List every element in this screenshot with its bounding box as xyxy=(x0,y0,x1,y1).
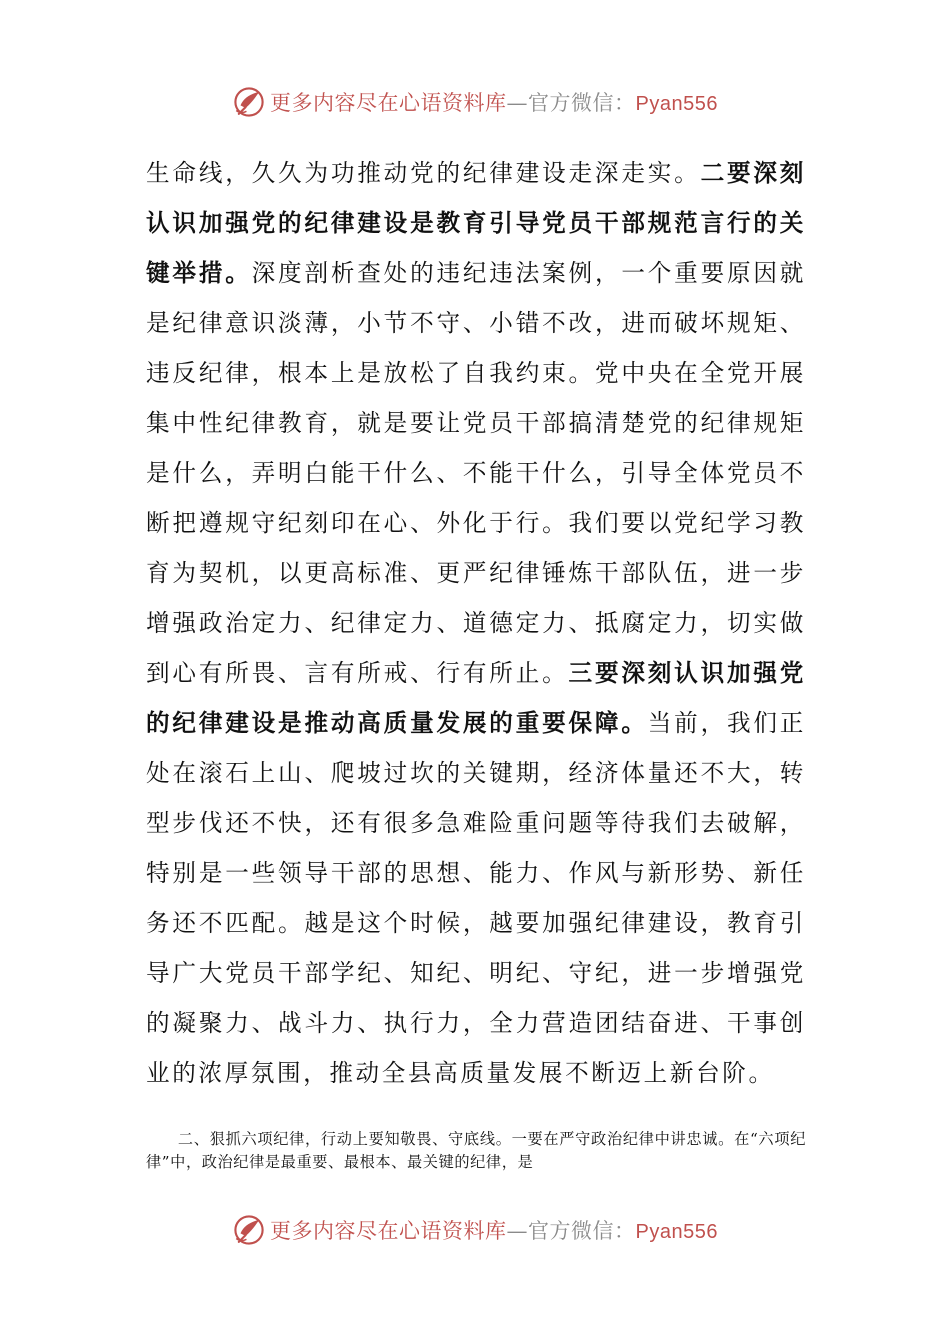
bold-heading-second-point: 二要深刻认识加强党的纪律建设是教育引导党员干部规范言行的关键举措。 xyxy=(146,159,806,287)
paragraph-text: 当前，我们正处在滚石上山、爬坡过坎的关键期，经济体量还不大，转型步伐还不快，还有很多急难险重问题等待我们去破解，特别是一些领导干部的思想、能力、作风与新形势、新任务还不匹配。越是这个时候，越要加强纪律建设，教育引导广大党员干部学纪、知纪、明纪、守纪，进一步增强党的凝聚力、战斗力、执行力，全力营造团结奋进、干事创业的浓厚氛围，推动全县高质量发展不断迈上新台阶。 xyxy=(146,709,806,1087)
header-wechat-id: Pyan556 xyxy=(635,93,718,115)
footer-brand-text: 更多内容尽在心语资料库 xyxy=(270,1219,507,1243)
paragraph-text: 生命线，久久为功推动党的纪律建设走深走实。 xyxy=(146,159,701,187)
body-paragraph-main xyxy=(146,148,806,1098)
header-banner xyxy=(0,80,950,124)
header-banner-text xyxy=(270,87,718,117)
footer-official-label: 官方微信： xyxy=(528,1219,636,1243)
footer-banner-text xyxy=(270,1215,718,1245)
pen-logo-icon xyxy=(232,85,266,119)
body-paragraph-section-two: 二、狠抓六项纪律，行动上要知敬畏、守底线。一要在严守政治纪律中讲忠诚。在“六项纪律”中，政治纪律是最重要、最根本、最关键的纪律，是 xyxy=(146,1130,806,1171)
bold-heading-third-point: 三要深刻认识加强党的纪律建设是推动高质量发展的重要保障。 xyxy=(146,659,806,737)
footer-separator: — xyxy=(506,1219,529,1243)
header-brand-text: 更多内容尽在心语资料库 xyxy=(270,91,507,115)
paragraph-text: 深度剖析查处的违纪违法案例，一个重要原因就是纪律意识淡薄，小节不守、小错不改，进而破坏规矩、违反纪律，根本上是放松了自我约束。党中央在全党开展集中性纪律教育，就是要让党员干部搞清楚党的纪律规矩是什么，弄明白能干什么、不能干什么，引导全体党员不断把遵规守纪刻印在心、外化于行。我们要以党纪学习教育为契机，以更高标准、更严纪律锤炼干部队伍，进一步增强政治定力、纪律定力、道德定力、抵腐定力，切实做到心有所畏、言有所戒、行有所止。 xyxy=(146,259,806,687)
footer-banner xyxy=(0,1208,950,1252)
header-official-label: 官方微信： xyxy=(528,91,636,115)
header-separator: — xyxy=(506,91,529,115)
pen-logo-icon xyxy=(232,1213,266,1247)
footer-wechat-id: Pyan556 xyxy=(635,1221,718,1243)
